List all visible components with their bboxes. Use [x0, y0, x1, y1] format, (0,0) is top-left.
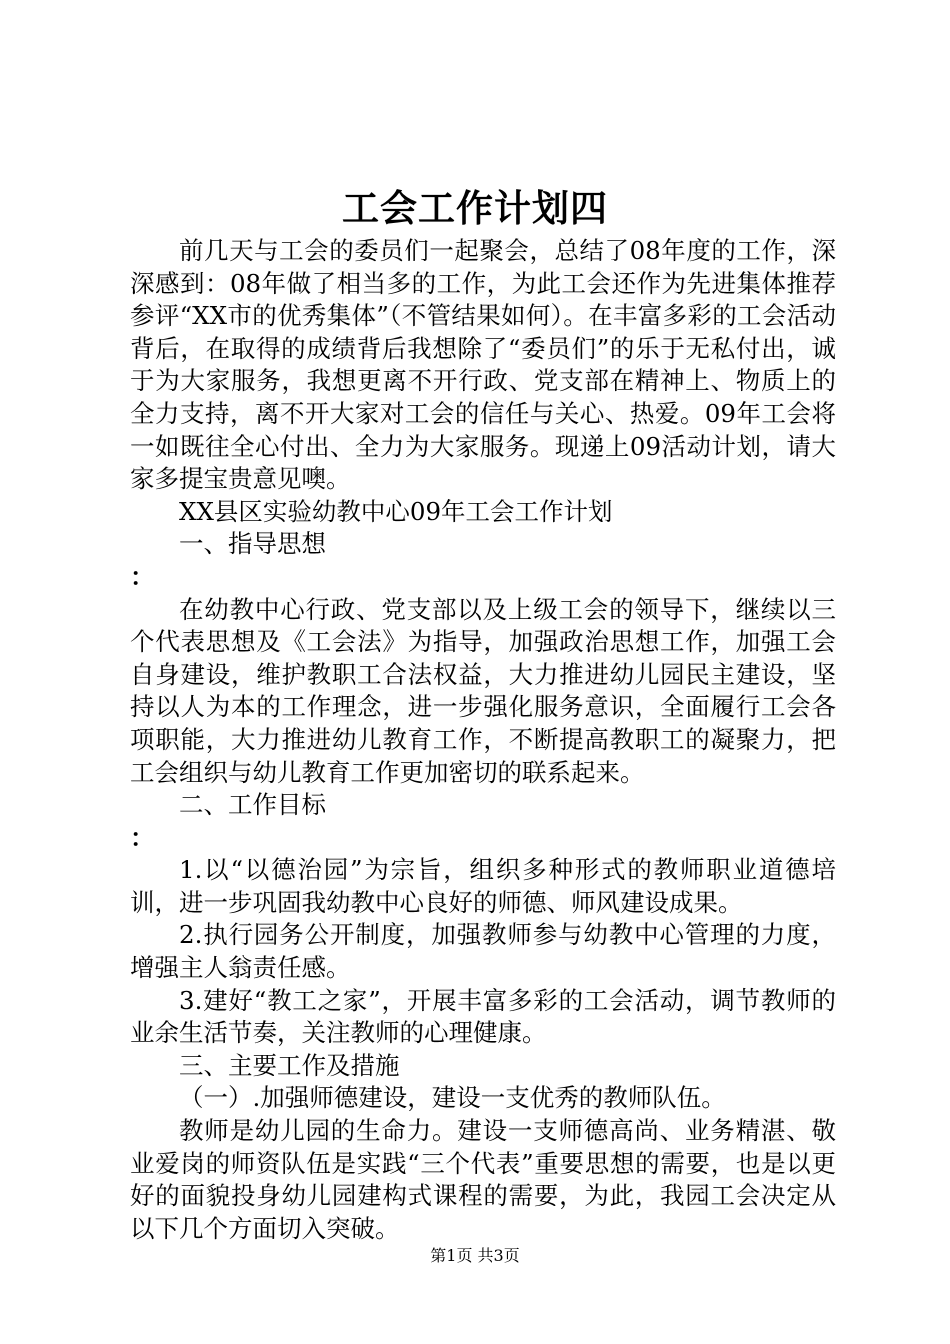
section-colon: ：	[130, 561, 155, 591]
document-title: 工会工作计划四	[342, 186, 608, 230]
section-colon: ：	[130, 822, 155, 852]
subsection-heading-teacher-ethics: （一）.加强师德建设，建设一支优秀的教师队伍。	[179, 1083, 726, 1113]
plan-heading: XX县区实验幼教中心09年工会工作计划	[179, 496, 613, 526]
document-body	[130, 235, 836, 1245]
goal-item-1: 1.以“以德治园”为宗旨，组织多种形式的教师职业道德培训，进一步巩固我幼教中心良好的师德、师风建设成果。	[130, 855, 836, 917]
section-heading-main-work: 三、主要工作及措施	[179, 1050, 400, 1080]
page-number: 第1页 共3页	[430, 1246, 520, 1265]
goal-item-3: 3.建好“教工之家”，开展丰富多彩的工会活动，调节教师的业余生活节奏，关注教师的心理健康。	[130, 985, 836, 1048]
guiding-thought-paragraph: 在幼教中心行政、党支部以及上级工会的领导下，继续以三个代表思想及《工会法》为指导，加强政治思想工作，加强工会自身建设，维护教职工合法权益，大力推进幼儿园民主建设，坚持以人为本的工作理念，进一步强化服务意识，全面履行工会各项职能，大力推进幼儿教育工作，不断提高教职工的凝聚力，把工会组织与幼儿教育工作更加密切的联系起来。	[130, 594, 836, 787]
section-heading-work-goals: 二、工作目标	[179, 790, 326, 820]
intro-paragraph: 前几天与工会的委员们一起聚会，总结了08年度的工作，深深感到：08年做了相当多的工作，为此工会还作为先进集体推荐参评“XX市的优秀集体”（不管结果如何）。在丰富多彩的工会活动背后，在取得的成绩背后我想除了“委员们”的乐于无私付出，诚于为大家服务，我想更离不开行政、党支部在精神上、物质上的全力支持，离不开大家对工会的信任与关心、热爱。09年工会将一如既往全心付出、全力为大家服务。现递上09活动计划，请大家多提宝贵意见噢。	[130, 236, 836, 494]
goal-item-2: 2.执行园务公开制度，加强教师参与幼教中心管理的力度，增强主人翁责任感。	[130, 920, 836, 983]
teacher-ethics-paragraph: 教师是幼儿园的生命力。建设一支师德高尚、业务精湛、敬业爱岗的师资队伍是实践“三个代表”重要思想的需要，也是以更好的面貌投身幼儿园建构式课程的需要，为此，我园工会决定从以下几个方面切入突破。	[130, 1116, 836, 1243]
section-heading-guiding-thought: 一、指导思想	[179, 529, 326, 559]
